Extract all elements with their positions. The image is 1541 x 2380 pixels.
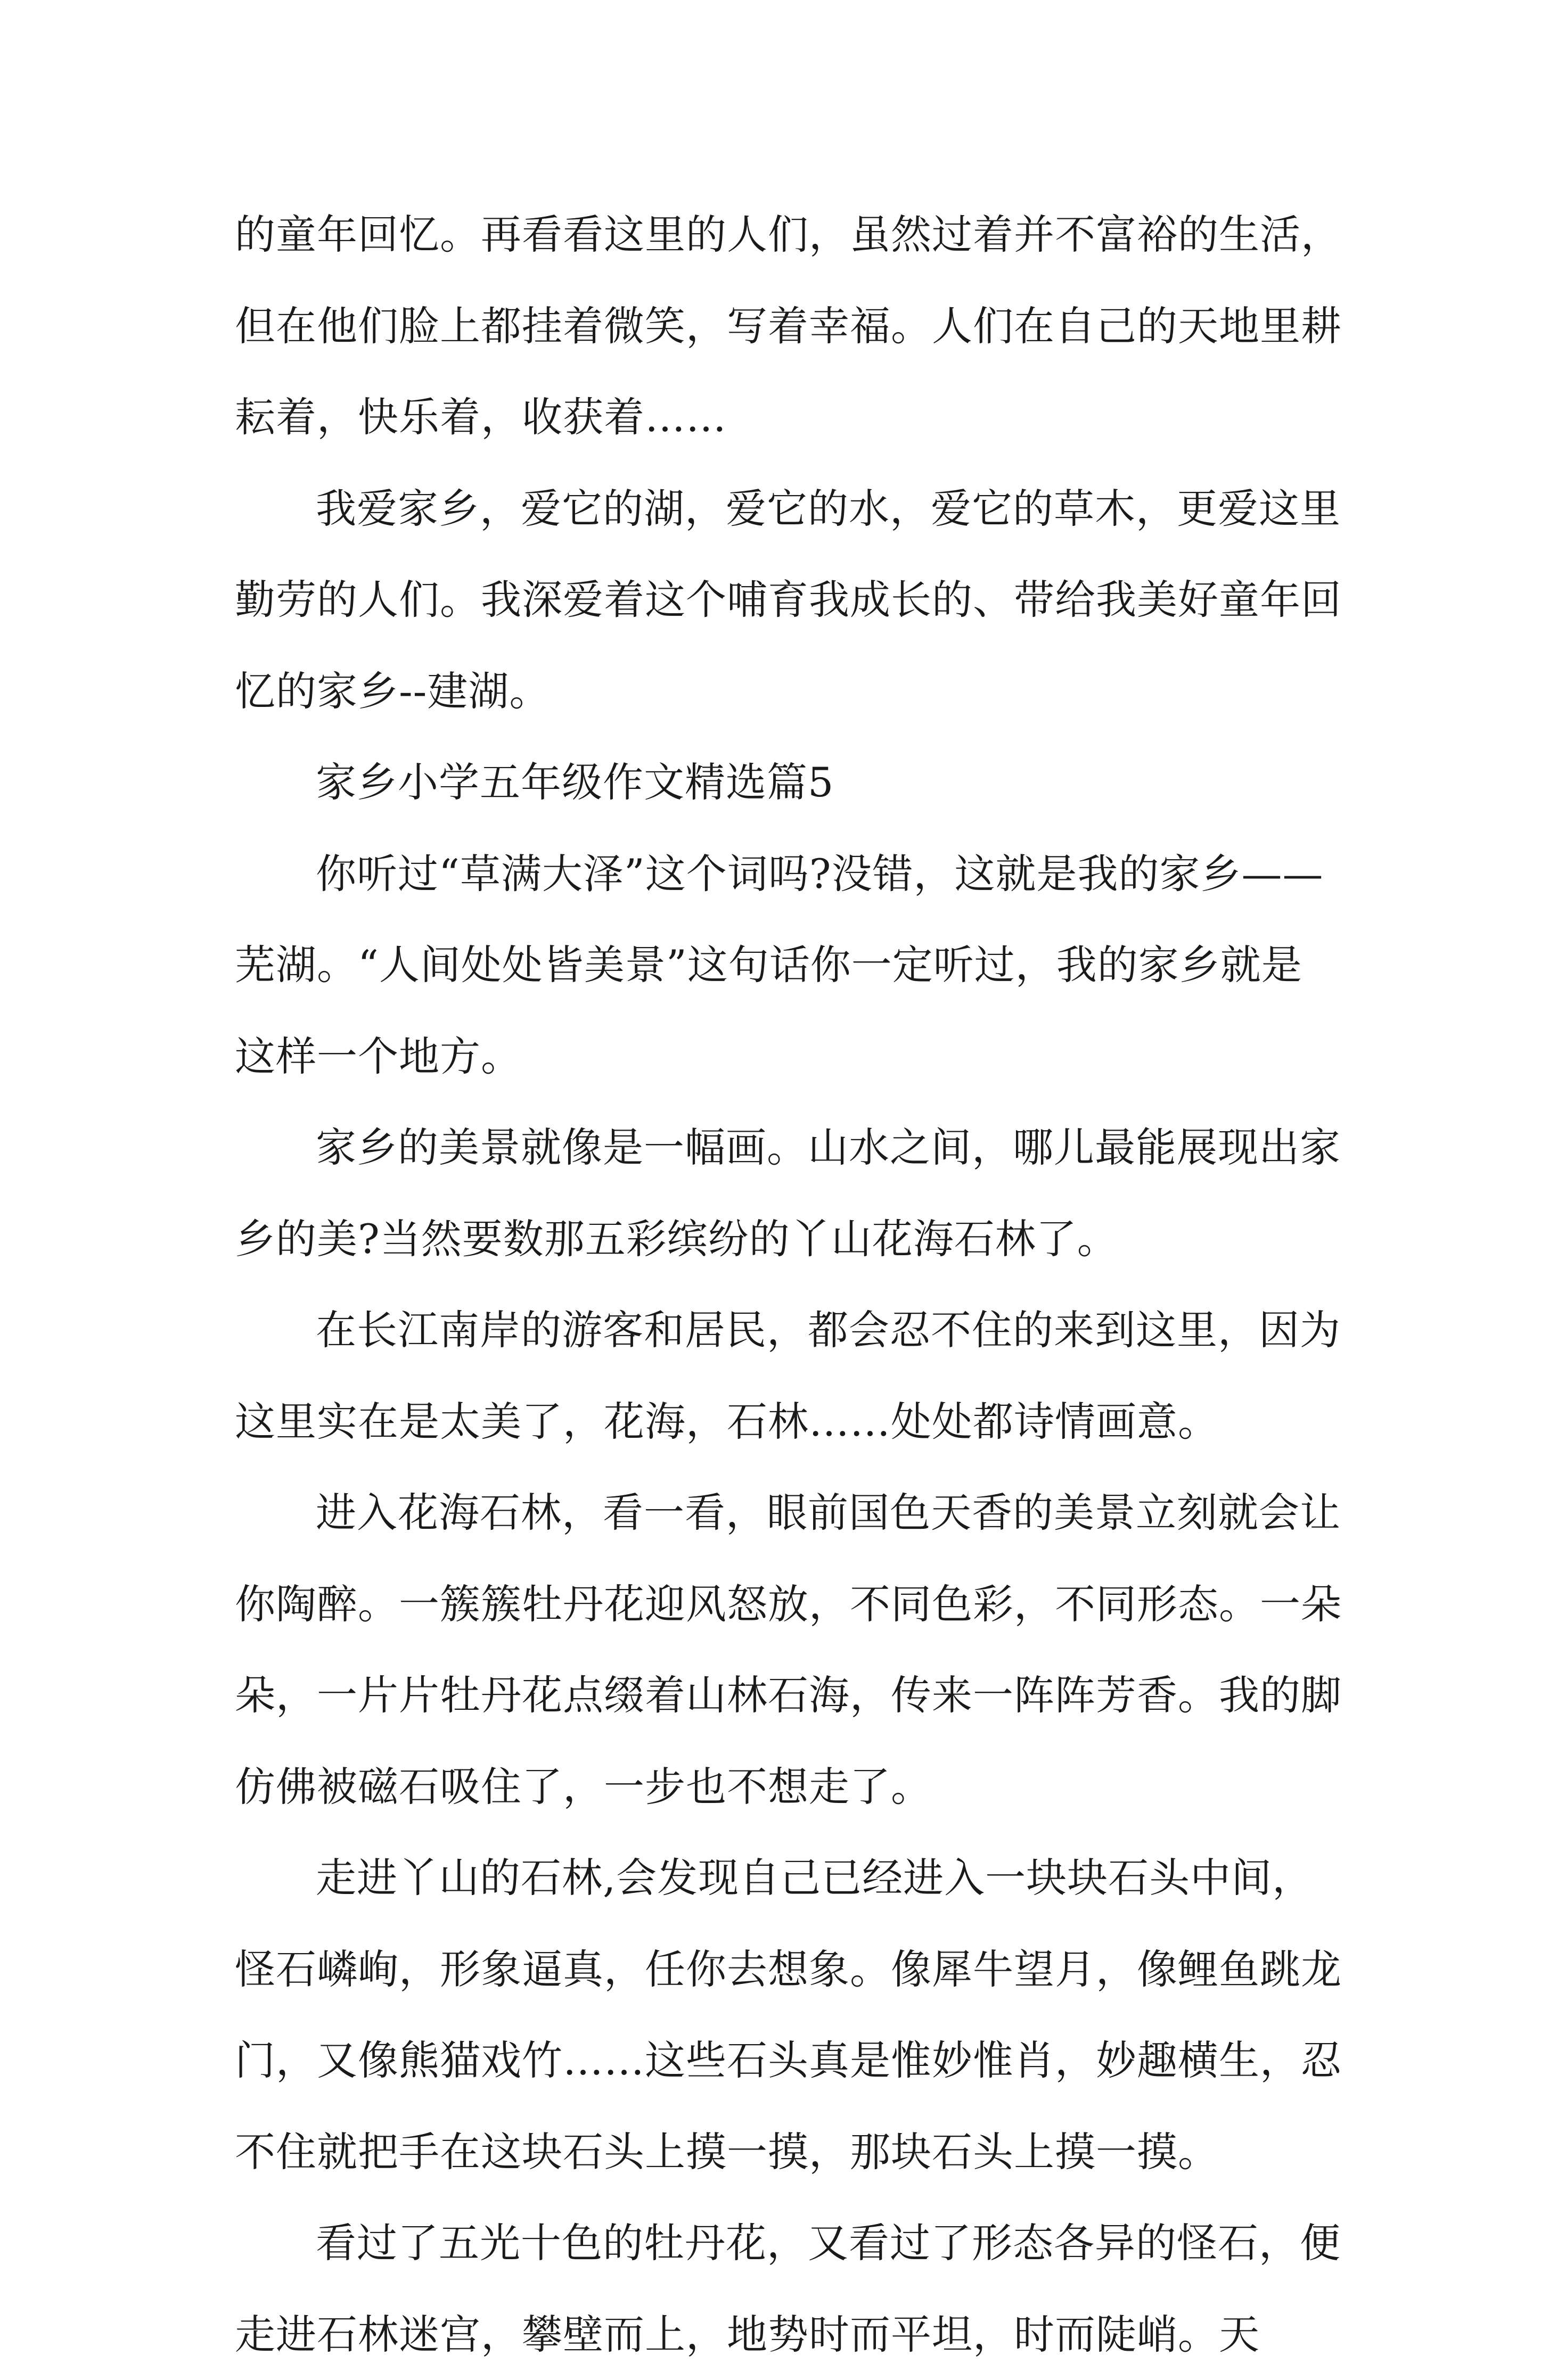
paragraph: 看过了五光十色的牡丹花，又看过了形态各异的怪石，便走进石林迷宫，攀壁而上，地势时而平坦，时而陡峭。天 <box>235 2219 1341 2358</box>
paragraph: 你听过“草满大泽”这个词吗?没错，这就是我的家乡——芜湖。“人间处处皆美景”这句话你一定听过，我的家乡就是这样一个地方。 <box>235 850 1324 1080</box>
paragraph-continuation: 的童年回忆。再看看这里的人们，虽然过着并不富裕的生活，但在他们脸上都挂着微笑，写着幸福。人们在自己的天地里耕耘着，快乐着，收获着…… <box>235 211 1342 441</box>
paragraph: 走进丫山的石林,会发现自己已经进入一块块石头中间，怪石嶙峋，形象逼真，任你去想象。像犀牛望月，像鲤鱼跳龙门，又像熊猫戏竹……这些石头真是惟妙惟肖，妙趣横生，忍不住就把手在这块石头上摸一摸，那块石头上摸一摸。 <box>235 1854 1342 2176</box>
paragraph: 家乡的美景就像是一幅画。山水之间，哪儿最能展现出家乡的美?当然要数那五彩缤纷的丫山花海石林了。 <box>235 1124 1341 1263</box>
essay-body <box>235 189 1342 2380</box>
section-heading: 家乡小学五年级作文精选篇5 <box>316 759 834 806</box>
paragraph: 我爱家乡，爱它的湖，爱它的水，爱它的草木，更爱这里勤劳的人们。我深爱着这个哺育我成长的、带给我美好童年回忆的家乡--建湖。 <box>235 484 1342 715</box>
paragraph: 进入花海石林，看一看，眼前国色天香的美景立刻就会让你陶醉。一簇簇牡丹花迎风怒放，不同色彩，不同形态。一朵朵，一片片牡丹花点缀着山林石海，传来一阵阵芳香。我的脚仿佛被磁石吸住了，一步也不想走了。 <box>235 1489 1342 1810</box>
paragraph: 在长江南岸的游客和居民，都会忍不住的来到这里，因为这里实在是太美了，花海，石林……处处都诗情画意。 <box>235 1306 1341 1445</box>
